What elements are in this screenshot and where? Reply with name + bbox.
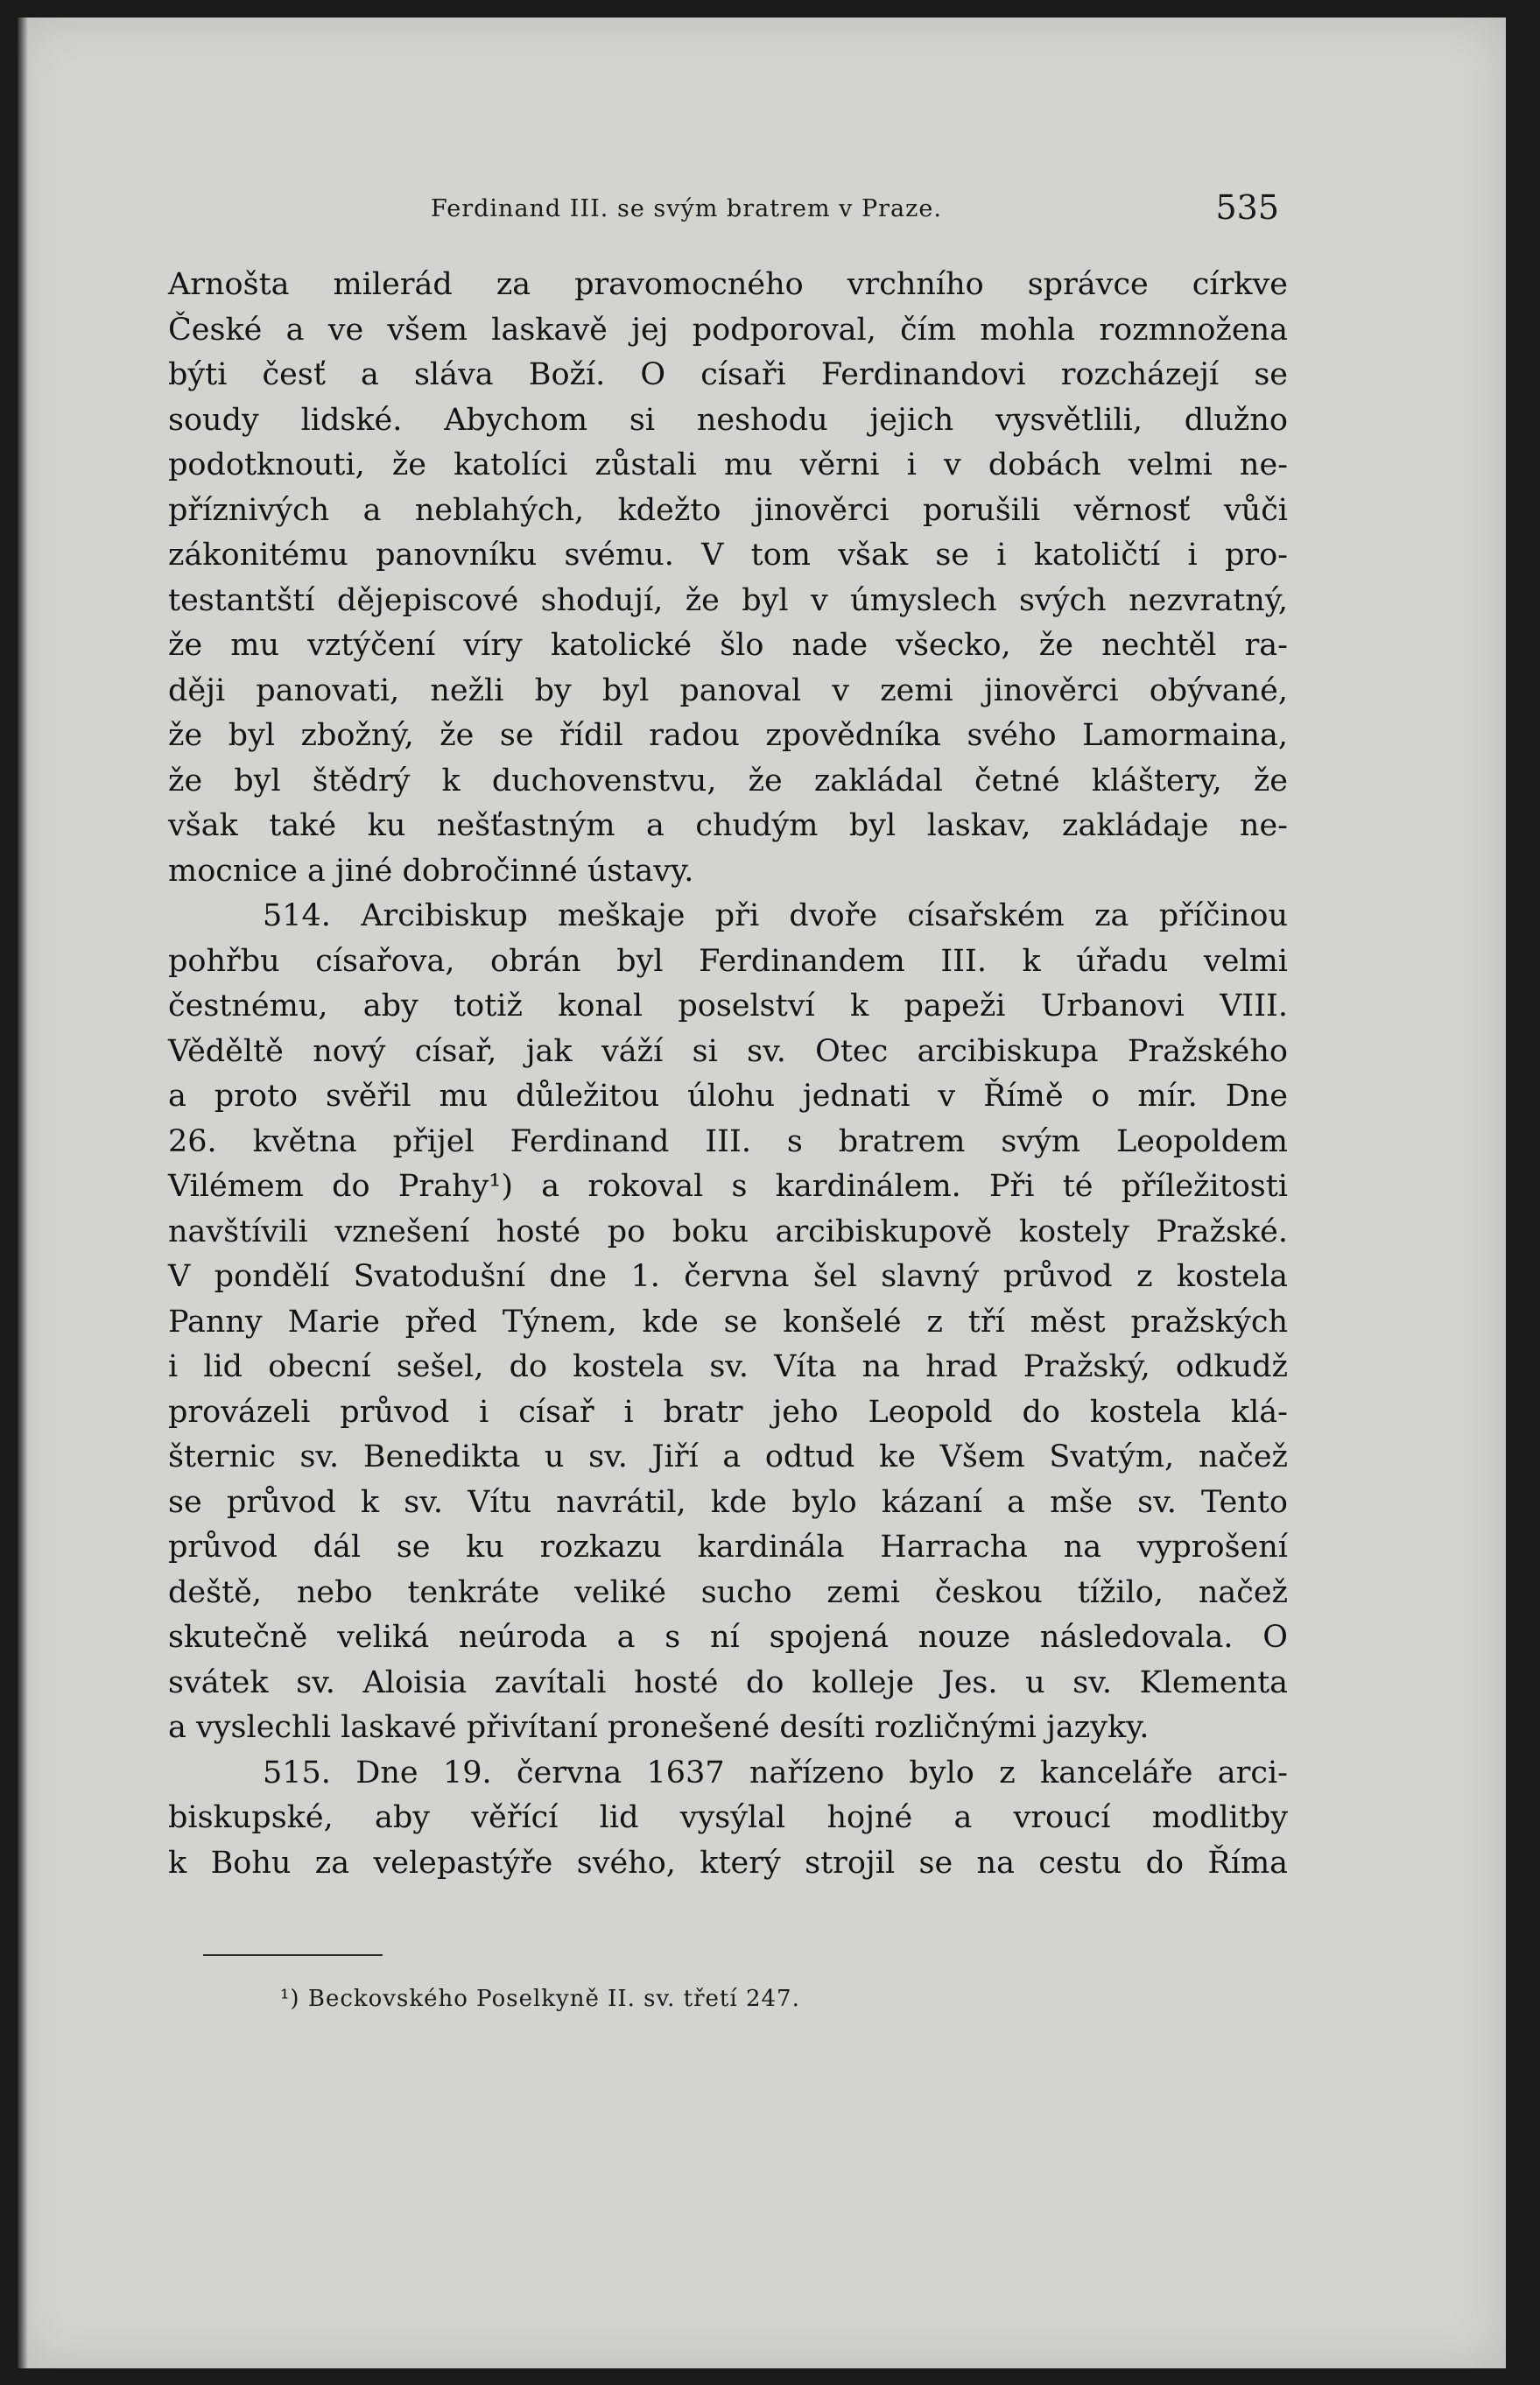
text-line: soudy lidské. Abychom si neshodu jejich vysvětlili, dlužno — [168, 402, 1288, 438]
text-line: a proto svěřil mu důležitou úlohu jednati v Římě o mír. Dne — [168, 1079, 1288, 1114]
text-line: 515. Dne 19. června 1637 nařízeno bylo z kanceláře arci- — [263, 1755, 1288, 1791]
text-line: se průvod k sv. Vítu navrátil, kde bylo kázaní a mše sv. Tento — [168, 1484, 1288, 1520]
text-line: pohřbu císařova, obrán byl Ferdinandem III. k úřadu velmi — [168, 943, 1288, 979]
text-line: Vilémem do Prahy¹) a rokoval s kardinálem. Při té příležitosti — [168, 1169, 1288, 1204]
text-line: i lid obecní sešel, do kostela sv. Víta na hrad Pražský, odkudž — [168, 1349, 1288, 1384]
text-line: skutečně veliká neúroda a s ní spojená nouze následovala. O — [168, 1620, 1288, 1655]
text-line: 514. Arcibiskup meškaje při dvoře císařském za příčinou — [263, 898, 1288, 933]
body-text — [168, 263, 1288, 1886]
text-line: průvod dál se ku rozkazu kardinála Harracha na vyprošení — [168, 1530, 1288, 1565]
text-line: V pondělí Svatodušní dne 1. června šel slavný průvod z kostela — [168, 1259, 1288, 1294]
text-line: a vyslechli laskavé přivítaní pronešené desíti rozličnými jazyky. — [168, 1710, 1150, 1745]
running-title: Ferdinand III. se svým bratrem v Praze. — [431, 195, 942, 222]
text-line: však také ku nešťastným a chudým byl laskav, zakládaje ne- — [168, 808, 1288, 843]
text-line: ději panovati, nežli by byl panoval v zemi jinověrci obývané, — [168, 672, 1288, 708]
text-line: podotknouti, že katolíci zůstali mu věrni i v dobách velmi ne- — [168, 447, 1288, 482]
page-number: 535 — [1215, 188, 1279, 227]
text-line: zákonitému panovníku svému. V tom však se i katoličtí i pro- — [168, 538, 1288, 573]
text-line: že byl zbožný, že se řídil radou zpovědníka svého Lamormaina, — [168, 718, 1288, 753]
footnote: ¹) Beckovského Poselkyně II. sv. třetí 247. — [280, 1986, 800, 2012]
text-line: Věděltě nový císař, jak váží si sv. Otec arcibiskupa Pražského — [168, 1033, 1288, 1069]
text-line: České a ve všem laskavě jej podporoval, čím mohla rozmnožena — [168, 312, 1288, 348]
text-line: navštívili vznešení hosté po boku arcibiskupově kostely Pražské. — [168, 1214, 1288, 1249]
text-line: testantští dějepiscové shodují, že byl v úmyslech svých nezvratný, — [168, 582, 1288, 618]
text-line: šternic sv. Benedikta u sv. Jiří a odtud ke Všem Svatým, načež — [168, 1439, 1288, 1474]
text-line: svátek sv. Aloisia zavítali hosté do kolleje Jes. u sv. Klementa — [168, 1664, 1288, 1700]
text-line: deště, nebo tenkráte veliké sucho zemi českou tížilo, načež — [168, 1574, 1288, 1610]
page-header — [168, 188, 1288, 234]
text-line: biskupské, aby věřící lid vysýlal hojné a vroucí modlitby — [168, 1800, 1288, 1835]
text-line: mocnice a jiné dobročinné ústavy. — [168, 853, 694, 889]
text-line: že mu vztýčení víry katolické šlo nade všecko, že nechtěl ra- — [168, 628, 1288, 663]
text-line: že byl štědrý k duchovenstvu, že zakládal četné kláštery, že — [168, 763, 1288, 799]
text-line: 26. května přijel Ferdinand III. s bratrem svým Leopoldem — [168, 1123, 1288, 1159]
footnote-rule — [203, 1954, 383, 1956]
text-line: provázeli průvod i císař i bratr jeho Leopold do kostela klá- — [168, 1394, 1288, 1430]
text-line: příznivých a neblahých, kdežto jinověrci porušili věrnosť vůči — [168, 492, 1288, 528]
text-line: býti česť a sláva Boží. O císaři Ferdinandovi rozcházejí se — [168, 357, 1288, 392]
text-line: čestnému, aby totiž konal poselství k papeži Urbanovi VIII. — [168, 988, 1288, 1024]
text-line: Arnošta milerád za pravomocného vrchního správce církve — [168, 267, 1288, 302]
text-line: k Bohu za velepastýře svého, který strojil se na cestu do Říma — [168, 1845, 1288, 1881]
text-line: Panny Marie před Týnem, kde se konšelé z tří měst pražských — [168, 1304, 1288, 1340]
